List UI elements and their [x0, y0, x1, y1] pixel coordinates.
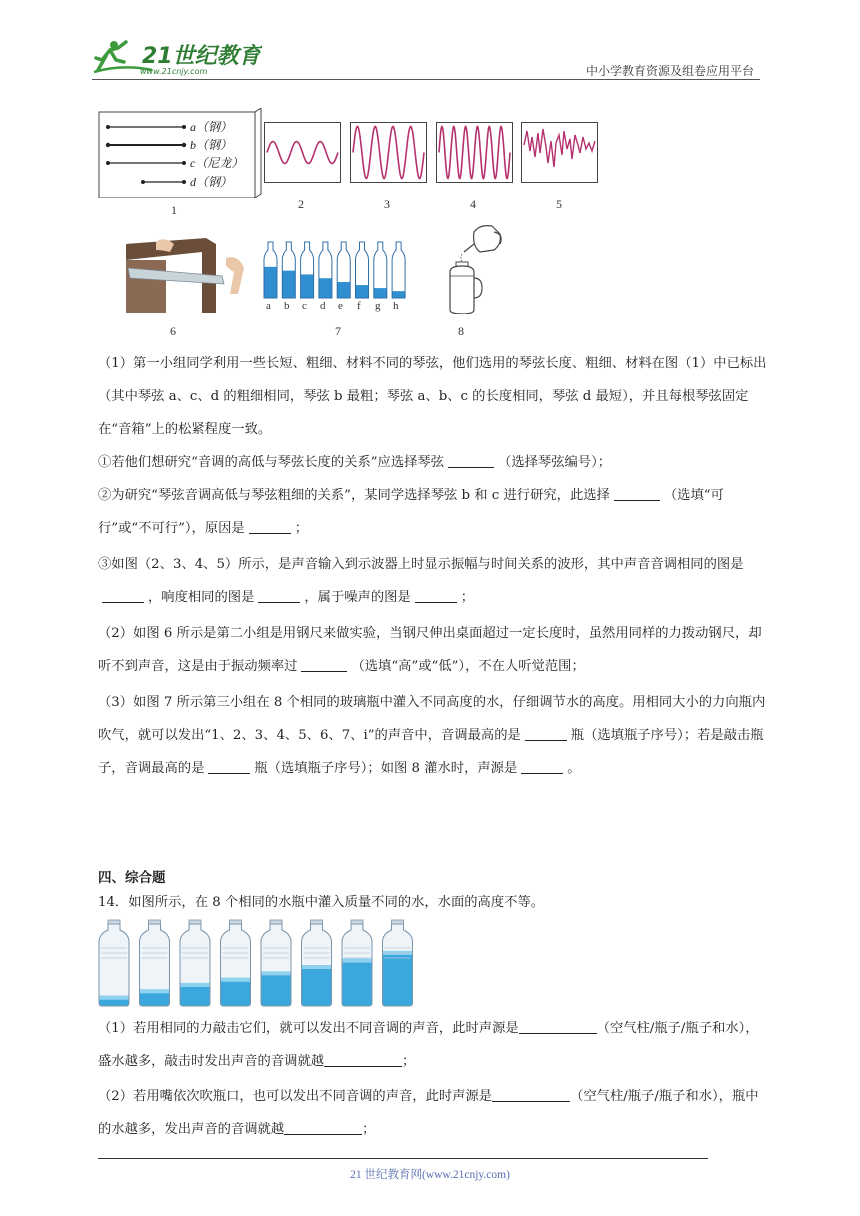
q14-paragraph-1: （1）若用相同的力敲击它们，就可以发出不同音调的声音，此时声源是 （空气柱/瓶子/瓶子和水），盛水越多，敲击时发出声音的音调就越 ； [98, 1021, 759, 1069]
answer-blank-13[interactable] [492, 1088, 570, 1102]
answer-blank-8[interactable] [525, 727, 567, 741]
section-4-title: 四、综合题 [98, 870, 166, 886]
string-label-d: d（钢） [190, 175, 233, 189]
bottle-7-3 [319, 242, 332, 298]
answer-blank-1[interactable] [448, 454, 494, 468]
answer-blank-2[interactable] [614, 487, 660, 501]
bottle-letter-c: c [302, 300, 307, 312]
string-d [141, 180, 186, 184]
string-label-a: a（钢） [190, 120, 233, 134]
string-b [106, 143, 186, 147]
bottle-7-6 [374, 242, 387, 298]
q14-water-bottles [96, 918, 420, 1010]
figure-7-bottles [262, 240, 412, 300]
answer-blank-3[interactable] [249, 520, 291, 534]
footer-divider [98, 1158, 708, 1159]
figure-5-waveform [521, 122, 598, 183]
q13-paragraph-6: （3）如图 7 所示第三小组在 8 个相同的玻璃瓶中灌入不同高度的水，仔细调节水的高度。用相同大小的力向瓶内吹气，就可以发出“1、2、3、4、5、6、7、i”的声音中，音调最高的是 瓶（选填瓶子序号）；若是敲击瓶子，音调最高的是 瓶（选填瓶子序号）；如图 8 灌水时，声源是 。 [98, 695, 766, 776]
answer-blank-12[interactable] [324, 1053, 402, 1067]
header-divider [92, 79, 760, 80]
figure-caption-7: 7 [335, 324, 341, 338]
string-label-c: c（尼龙） [190, 156, 244, 170]
figure-caption-4: 4 [470, 197, 476, 211]
bottle-7-2 [301, 242, 314, 298]
figure-8-thermos-kettle [440, 222, 506, 314]
bottle-7-5 [356, 242, 369, 298]
string-a [106, 125, 186, 129]
q13-paragraph-1: （1）第一小组同学利用一些长短、粗细、材料不同的琴弦，他们选用的琴弦长度、粗细、材料在图（1）中已标出（其中琴弦 a、c、d 的粗细相同，琴弦 b 最粗；琴弦 a、b、c 的长度相同，琴弦 d 最短），并且每根琴弦固定在“音箱”上的松紧程度一致。 [98, 356, 767, 437]
answer-blank-7[interactable] [301, 658, 347, 672]
figure-2-waveform [264, 122, 341, 183]
q13-paragraph-4: ③如图（2、3、4、5）所示，是声音输入到示波器上时显示振幅与时间关系的波形，其中声音音调相同的图是，响度相同的图是 ，属于噪声的图是 ； [98, 557, 744, 605]
bottle-letter-d: d [320, 300, 326, 312]
bottle-7-4 [337, 242, 350, 298]
q13-paragraph-5: （2）如图 6 所示是第二小组是用钢尺来做实验，当钢尺伸出桌面超过一定长度时，虽然用同样的力拨动钢尺，却听不到声音，这是由于振动频率过 （选填“高”或“低”），不在人听觉范围； [98, 626, 762, 674]
water-bottle-0 [99, 920, 129, 1006]
figure-1-strings-box [97, 108, 262, 198]
figure-6-ruler-table [126, 238, 252, 313]
figure-caption-8: 8 [458, 324, 464, 338]
figure-caption-6: 6 [170, 324, 176, 338]
figure-caption-2: 2 [298, 197, 304, 211]
logo-url-text: www.21cnjy.com [140, 67, 208, 76]
water-bottle-2 [180, 920, 210, 1006]
bottle-letter-h: h [393, 300, 399, 312]
water-bottle-5 [302, 920, 332, 1006]
answer-blank-5[interactable] [258, 589, 300, 603]
q14-paragraph-2: （2）若用嘴依次吹瓶口，也可以发出不同音调的声音，此时声源是 （空气柱/瓶子/瓶子和水），瓶中的水越多，发出声音的音调就越 ； [98, 1089, 759, 1137]
site-logo [92, 36, 262, 78]
bottle-letter-a: a [266, 300, 271, 312]
water-bottle-7 [383, 920, 413, 1006]
header-tagline: 中小学教育资源及组卷应用平台 [585, 64, 754, 78]
string-label-b: b（钢） [190, 138, 233, 152]
answer-blank-4[interactable] [102, 589, 144, 603]
figure-caption-1: 1 [171, 203, 177, 217]
answer-blank-9[interactable] [208, 760, 250, 774]
figure-caption-3: 3 [384, 197, 390, 211]
bottle-letter-g: g [375, 300, 381, 312]
answer-blank-11[interactable] [519, 1020, 597, 1034]
figure-caption-5: 5 [556, 197, 562, 211]
figure-3-waveform [350, 122, 427, 183]
water-bottle-1 [140, 920, 170, 1006]
bottle-7-1 [282, 242, 295, 298]
q13-paragraph-2: ①若他们想研究“音调的高低与琴弦长度的关系”应选择琴弦 （选择琴弦编号）； [98, 455, 612, 470]
footer-text: 21 世纪教育网(www.21cnjy.com) [350, 1169, 510, 1181]
answer-blank-14[interactable] [284, 1121, 362, 1135]
string-c [106, 161, 186, 165]
water-bottle-6 [342, 920, 372, 1006]
bottle-letter-f: f [357, 300, 361, 312]
q14-intro: 14．如图所示，在 8 个相同的水瓶中灌入质量不同的水，水面的高度不等。 [98, 895, 545, 910]
answer-blank-10[interactable] [521, 760, 563, 774]
water-bottle-3 [221, 920, 251, 1006]
answer-blank-6[interactable] [415, 589, 457, 603]
bottle-7-0 [264, 242, 277, 298]
runner-logo-icon [92, 36, 262, 78]
q13-paragraph-3: ②为研究“琴弦音调高低与琴弦粗细的关系”，某同学选择琴弦 b 和 c 进行研究，此选择 （选填“可行”或“不可行”），原因是 ； [98, 488, 724, 536]
logo-main-text: 21世纪教育 [142, 44, 261, 69]
bottle-letter-e: e [338, 300, 343, 312]
bottle-7-7 [392, 242, 405, 298]
bottle-letter-b: b [284, 300, 290, 312]
figure-4-waveform [436, 122, 513, 183]
water-bottle-4 [261, 920, 291, 1006]
